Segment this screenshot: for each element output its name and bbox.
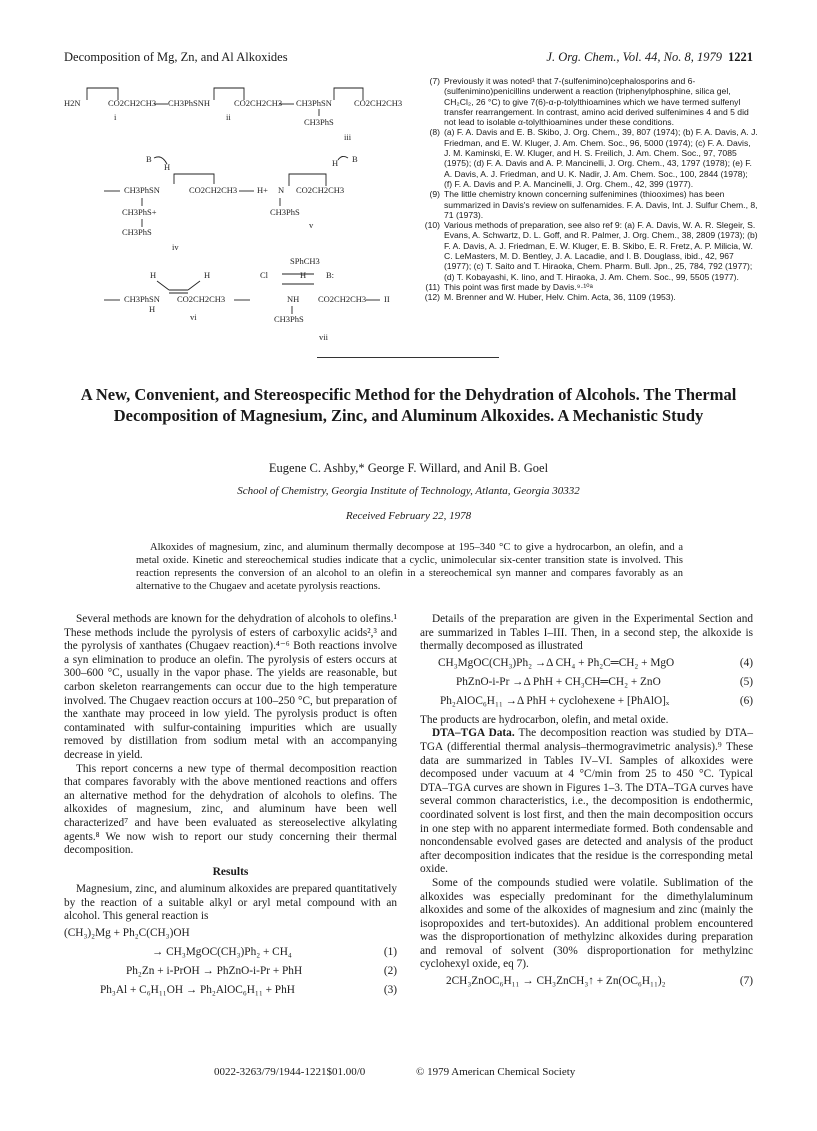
scheme-label: B (146, 154, 152, 164)
reference-list (418, 76, 758, 303)
equation-text: Ph₂Zn + i-PrOH → PhZnO-i-Pr + PhH (126, 965, 303, 978)
reference-text: Previously it was noted¹ that 7-(sulfenimino)cephalosporins and 6-(sulfenimino)penicillins underwent a reaction (triphenylphosphine, silica gel, CH₂Cl₂, 26 °C) to give 7(6)-α-p-tolylthioamines which we have termed sulfenyl transfer rearrangement. In contrast, amino acid derived sulfenimines 4 and 5 did not lead to isolable α-tolylthioamines under these conditions. (444, 76, 749, 128)
body-paragraph: The products are hydrocarbon, olefin, and metal oxide. (420, 713, 669, 726)
compound-numeral: i (114, 112, 117, 122)
reference-item (418, 282, 758, 292)
section-divider (317, 357, 499, 358)
scheme-label: CO2CH2CH3 (189, 185, 238, 195)
compound-numeral: iv (172, 242, 179, 252)
reference-number: (7) (429, 76, 440, 86)
subsection-heading: DTA–TGA Data. (432, 727, 515, 740)
scheme-label: H (300, 270, 307, 280)
equation-text: (CH₃)₂Mg + Ph₂C(CH₃)OH (64, 927, 190, 940)
equation-number: (1) (383, 946, 397, 959)
body-paragraph: Details of the preparation are given in the Experimental Section and are summarized in Tables I–III. Then, in a second step, the alkoxide is thermally decomposed as illustrated (420, 613, 753, 653)
section-heading: Results (212, 865, 249, 878)
scheme-label: B: (326, 270, 335, 280)
scheme-label: H (164, 162, 171, 172)
equation-number: (7) (739, 975, 753, 988)
abstract: Alkoxides of magnesium, zinc, and aluminum thermally decompose at 195–340 °C to give a hydrocarbon, an olefin, and a metal oxide. Kinetic and stereochemical studies indicate that a cyclic, unimolecular six-center transition state is involved. This reaction represents the conversion of an alcohol to an olefin in a stereochemical syn manner and compares favorably as an alternative to the Chugaev and acetate pyrolysis reactions. (136, 542, 683, 592)
equation-text: Ph₃Al + C₆H₁₁OH → Ph₂AlOC₆H₁₁ + PhH (100, 984, 295, 997)
scheme-label: N (278, 185, 285, 195)
body-paragraph (420, 727, 753, 877)
scheme-label: CH3PhS+ (122, 207, 157, 217)
reference-number: (10) (424, 220, 440, 231)
reference-number: (9) (429, 189, 440, 200)
paragraph-text: The decomposition reaction was studied by DTA–TGA (differential thermal analysis–thermogravimetric analysis).⁹ These data are summarized in Tables IV–VI. Samples of alkoxides were decomposed under vacuum at 4 °C/min from 25 to 450 °C. Typical DTA–TGA curves are shown in Figures 1–3. The DTA–TGA curves have several common characteristics, i.e., the decomposition is endothermic, coordinated solvent is lost first, and then the main decomposition occurs in one step with no apparent intermediate formed. Both condensable and noncondensable evolved gases are detected and analysis of the product after decomposition indicates that the residue is the corresponding metal oxide. (420, 727, 753, 876)
equation-number: (4) (739, 656, 753, 669)
compound-numeral: vi (190, 312, 197, 322)
compound-numeral: iii (344, 132, 352, 142)
equation-number: (5) (739, 675, 753, 688)
right-column (420, 613, 753, 994)
reference-text: The little chemistry known concerning sulfenimines (thiooximes) has been summarized in Davis's review on sulfenamides. F. A. Davis, Int. J. Sulfur Chem., 8, 71 (1973). (444, 189, 758, 220)
equation (64, 946, 397, 962)
reference-item (418, 127, 758, 189)
equation (420, 676, 753, 692)
reference-number: (11) (425, 281, 440, 292)
scheme-label: H+ (257, 185, 268, 195)
reference-number: (8) (429, 127, 440, 138)
equation (64, 927, 397, 943)
equation (64, 965, 397, 981)
article-code: 0022-3263/79/1944-1221$01.00/0 (214, 1066, 366, 1078)
equation-text: → CH₃MgOC(CH₃)Ph₂ + CH₄ (152, 946, 292, 959)
journal-citation (546, 50, 753, 65)
scheme-label: SPhCH3 (290, 256, 320, 266)
reference-text: Various methods of preparation, see also ref 9: (a) F. A. Davis, W. A. R. Slegeir, S. Evans, A. Schwartz, D. L. Goff, and R. Palmer, J. Org. Chem., 38, 2809 (1973); (b) F. A. Davis, A. J. Friedman, E. W. Kluger, E. B. Skibo, E. R. Fretz, A. P. Milicia, W. C. LeMasters, M. D. Bentley, J. A. Lacadie, and I. B. Douglass, ibid., 42, 967 (1977); (c) T. Saito and T. Hiraoka, Chem. Pharm. Bull. Jpn., 25, 784, 792 (1977); (d) T. Kobayashi, K. Iino, and T. Hiraoka, J. Am. Chem. Soc., 99, 5505 (1977). (444, 220, 758, 282)
reference-text: M. Brenner and W. Huber, Helv. Chim. Acta, 36, 1109 (1953). (444, 292, 676, 303)
reference-text: (a) F. A. Davis and E. B. Skibo, J. Org. Chem., 39, 807 (1974); (b) F. A. Davis, A. J. Friedman, and E. W. Kluger, J. Am. Chem. Soc., 96, 5000 (1974); (c) F. A. Davis, J. M. Kaminski, E. W. Kluger, and H. S. Freilich, J. Am. Chem. Soc., 97, 7085 (1975); (d) F. A. Davis and A. P. Mancinelli, J. Org. Chem., 43, 1797 (1978); (e) F. A. Davis, A. J. Friedman, and U. K. Nadir, J. Am. Chem. Soc., 100, 2844 (1978); (f) F. A. Davis and P. A. Mancinelli, J. Org. Chem., 42, 399 (1977). (444, 127, 758, 189)
scheme-label: H (204, 270, 211, 280)
equation-number: (3) (383, 984, 397, 997)
reference-item (418, 189, 758, 220)
reference-item (418, 292, 758, 302)
equation-number: (2) (383, 965, 397, 978)
compound-numeral: ii (226, 112, 231, 122)
bond-line (157, 281, 169, 290)
compound-numeral: v (309, 220, 314, 230)
scheme-label: CH3PhSN (296, 98, 332, 108)
page-number: 1221 (728, 50, 753, 64)
reference-item (418, 76, 758, 127)
compound-numeral: vii (319, 332, 328, 342)
scheme-label: B (352, 154, 358, 164)
article-affiliation: School of Chemistry, Georgia Institute of Technology, Atlanta, Georgia 30332 (237, 485, 580, 497)
scheme-label: CO2CH2CH3 (318, 294, 367, 304)
equation (64, 984, 397, 1000)
scheme-label: CH3PhSNH (168, 98, 211, 108)
reference-number: (12) (424, 292, 440, 303)
scheme-label: H (150, 270, 157, 280)
equation-number: (6) (739, 694, 753, 707)
scheme-label: CO2CH2CH3 (234, 98, 283, 108)
equation (420, 975, 753, 991)
scheme-label: CO2CH2CH3 (296, 185, 345, 195)
received-date: Received February 22, 1978 (345, 510, 472, 522)
bond-line (188, 281, 200, 290)
body-paragraph: Several methods are known for the dehydration of alcohols to olefins.¹ These methods include the pyrolysis of esters of carboxylic acids²,³ and the pyrolysis of xanthates (Chugaev reaction).⁴⁻⁶ Both reactions involve a syn elimination to produce an olefin. The pyrolysis of esters occurs at 300–600 °C, usually in the vapor phase. The yields are reasonable, but carbon skeleton rearrangements can occur due to the high temperature involved. The Chugaev reaction occurs at 100–250 °C, but preparation of the xanthate may proceed in low yield. The pyrolysis product is often contaminated with sulfur-containing impurities which are usually removed by distillation from sodium metal with an accompanying decrease in yield. (64, 613, 397, 761)
scheme-label: CH3PhS (274, 314, 304, 324)
body-paragraph: Some of the compounds studied were volatile. Sublimation of the alkoxides was especially predominant for the dimethylaluminum alkoxides and some of the alkoxides of magnesium and zinc (mainly the isopropoxides and tert-butoxides). An additional problem encountered was the disproportionation of methylzinc alkoxides during preparation and removal of solvent (30% disproportionation for methylzinc cyclohexyl oxide, eq 7). (420, 876, 753, 971)
body-paragraph: This report concerns a new type of thermal decomposition reaction that compares favorably with the above mentioned reactions and offers an alternative method for the dehydration of alcohols to olefins. The alkoxides of magnesium, zinc, and aluminum have been well characterized⁷ and have been evaluated as stereoselective alkylating agents.⁸ We now wish to report our study concerning their thermal decomposition. (64, 762, 397, 857)
scheme-label: H (149, 304, 156, 314)
scheme-label: CH3PhS (122, 227, 152, 237)
left-column (64, 613, 397, 1003)
equation-text: 2CH₃ZnOC₆H₁₁ → CH₃ZnCH₃↑ + Zn(OC₆H₁₁)₂ (446, 975, 666, 988)
equation (420, 695, 753, 711)
body-paragraph: Magnesium, zinc, and aluminum alkoxides are prepared quantitatively by the reaction of a suitable alkyl or aryl metal compound with an alcohol. This general reaction is (64, 883, 397, 923)
reference-item (418, 220, 758, 282)
scheme-label: CO2CH2CH3 (108, 98, 157, 108)
article-title: A New, Convenient, and Stereospecific Method for the Dehydration of Alcohols. The Thermal Decomposition of Magnesium, Zinc, and Aluminum Alkoxides. A Mechanistic Study (80, 385, 737, 425)
reference-text: This point was first made by Davis.⁹·¹⁰ᵃ (444, 281, 593, 292)
equation-text: CH₃MgOC(CH₃)Ph₂ →Δ CH₄ + Ph₂C═CH₂ + MgO (438, 656, 675, 669)
scheme-label: H (332, 158, 339, 168)
bond-bracket (174, 174, 214, 184)
scheme-label: CH3PhSN (124, 185, 160, 195)
electron-arrow (338, 156, 348, 160)
journal-name: J. Org. Chem., Vol. 44, No. 8, 1979 (546, 50, 722, 64)
running-header: Decomposition of Mg, Zn, and Al Alkoxides (64, 50, 288, 64)
equation-text: PhZnO-i-Pr →Δ PhH + CH₃CH═CH₂ + ZnO (456, 675, 661, 688)
copyright-notice: © 1979 American Chemical Society (416, 1066, 576, 1078)
scheme-label: Cl (260, 270, 269, 280)
scheme-label: CO2CH2CH3 (354, 98, 403, 108)
scheme-label: II (384, 294, 390, 304)
reaction-scheme (64, 78, 409, 348)
scheme-label: CH3PhSN (124, 294, 160, 304)
scheme-label: CH3PhS (304, 117, 334, 127)
scheme-label: CO2CH2CH3 (177, 294, 226, 304)
scheme-label: H2N (64, 98, 81, 108)
scheme-label: NH (287, 294, 300, 304)
equation (420, 657, 753, 673)
article-authors: Eugene C. Ashby,* George F. Willard, and Anil B. Goel (268, 461, 549, 475)
scheme-label: CH3PhS (270, 207, 300, 217)
equation-text: Ph₂AlOC₆H₁₁ →Δ PhH + cyclohexene + [PhAlO]ₓ (440, 694, 670, 707)
